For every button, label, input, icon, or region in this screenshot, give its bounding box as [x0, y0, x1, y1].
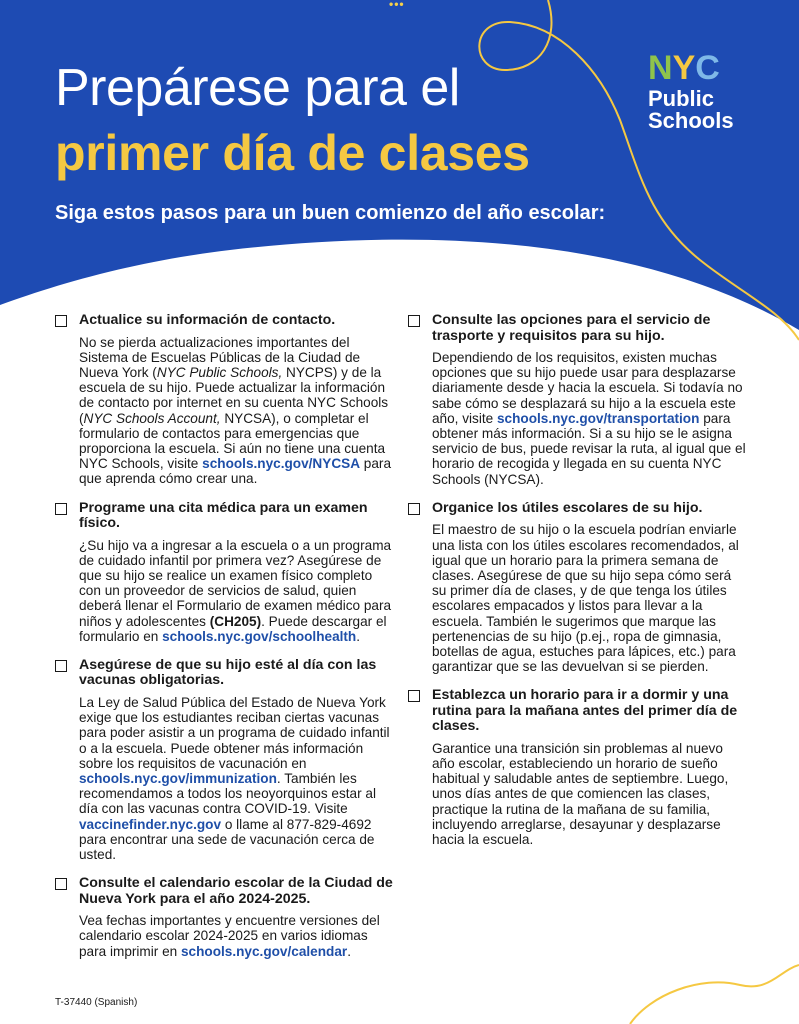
body-text: para que aprenda cómo crear una.: [79, 456, 391, 487]
page-title-line2: primer día de clases: [55, 125, 530, 181]
logo-schools: Schools: [648, 108, 734, 133]
web-link[interactable]: schools.nyc.gov/calendar: [180, 943, 348, 959]
checklist-item-title: Organice los útiles escolares de su hijo.: [432, 499, 703, 516]
checkbox-icon[interactable]: [408, 503, 420, 515]
checklist-item-title: Programe una cita médica para un examen físico.: [79, 499, 368, 532]
checklist-item-body: [79, 695, 393, 862]
checklist-item: [408, 313, 748, 487]
body-text: NYCSA), o completar el formulario de contactos para emergencias que proporciona la escuela. Si aún no tiene una cuenta NYC Schools, visite: [79, 410, 386, 472]
checkbox-icon[interactable]: [55, 315, 67, 327]
checklist-item-body: [432, 741, 748, 847]
bold-text: (CH205): [209, 613, 262, 629]
checklist-item-title: Asegúrese de que su hijo esté al día con las vacunas obligatorias.: [79, 656, 377, 689]
body-text: Vea fechas importantes y encuentre versiones del calendario escolar 2024-2025 en varios idiomas para imprimir en: [79, 913, 380, 959]
checkbox-icon[interactable]: [408, 690, 420, 702]
logo-public: Public: [648, 86, 715, 111]
body-text: NYCPS) y de la escuela de su hijo. Puede actualizar la información de contacto por internet en su cuenta NYC Schools (: [79, 364, 389, 426]
body-text: para obtener más información. Si a su hijo se le asigna servicio de bus, puede revisar la ruta, al igual que el horario de recogida y llegada en su cuenta NYC Schools (NYCSA).: [432, 410, 746, 487]
body-text: . Puede descargar el formulario en: [79, 613, 387, 644]
body-text: . También les recomendamos a todos los neoyorquinos estar al día con las vacunas contra COVID-19. Visite: [79, 770, 376, 817]
checklist-item-title: Consulte el calendario escolar de la Ciudad de Nueva York para el año 2024-2025.: [79, 875, 393, 907]
checkbox-icon[interactable]: [55, 503, 67, 515]
page-title-line1: Prepárese para el: [55, 59, 460, 117]
checklist-item-title: Actualice su información de contacto.: [79, 312, 336, 328]
logo-letter-n: N: [648, 49, 672, 87]
body-text: Dependiendo de los requisitos, existen muchas opciones que su hijo puede usar para desplazarse diariamente desde y hacia la escuela. Si todavía no sabe cómo se desplazará su hijo a la escuela este año, visite: [432, 350, 743, 426]
body-text: o llame al 877-829-4692 para encontrar una sede de vacunación cerca de usted.: [79, 816, 375, 862]
checklist-item-body: [432, 350, 748, 487]
italic-text: NYC Public Schools,: [156, 364, 283, 380]
right-column: [408, 313, 748, 861]
web-link[interactable]: vaccinefinder.nyc.gov: [79, 816, 222, 832]
web-link[interactable]: schools.nyc.gov/immunization: [79, 770, 277, 786]
body-text: ¿Su hijo va a ingresar a la escuela o a un programa de cuidado infantil por primera vez? Asegúrese de que su hijo se realice un examen físico completo con un proveedor de servicios de salud, quien deberá llenar el Formulario de examen médico para niños y adolescentes: [79, 537, 392, 629]
nyc-public-schools-logo: [648, 49, 758, 133]
checklist-item-body: [79, 538, 393, 644]
checklist-item-body: [432, 522, 748, 674]
body-text: .: [347, 943, 351, 959]
checkbox-icon[interactable]: [55, 660, 67, 672]
web-link[interactable]: schools.nyc.gov/transportation: [496, 410, 700, 426]
body-text: El maestro de su hijo o la escuela podrían enviarle una lista con los útiles escolares recomendados, al igual que un horario para la primera semana de clases. Asegúrese de que su hijo sepa cómo será su primer día de clases, y de que tenga los útiles escolares empacados y listos para llevar a la escuela. También le sugerimos que marque las pertenencias de su hijo (p.ej., ropa de gimnasia, botellas de agua, estuches para lápices, etc.) para garantizar que se las devuelvan si se pierden.: [432, 522, 739, 675]
logo-letter-y: Y: [672, 49, 695, 87]
logo-letter-c: C: [695, 49, 719, 87]
checklist-item: [55, 658, 393, 862]
checklist-item: [408, 688, 748, 847]
checklist-item-title: Consulte las opciones para el servicio de trasporte y requisitos para su hijo.: [432, 312, 711, 344]
body-text: La Ley de Salud Pública del Estado de Nueva York exige que los estudiantes reciban ciertas vacunas para poder asistir a un programa de cuidado infantil o a la escuela. Puede obtener más información sobre los requisitos de vacunación en: [79, 694, 390, 771]
checklist-item: [55, 501, 393, 644]
checklist-item-title: Establezca un horario para ir a dormir y una rutina para la mañana antes del primer día de clases.: [432, 687, 738, 735]
left-column: [55, 313, 393, 973]
page-subtitle: Siga estos pasos para un buen comienzo del año escolar:: [55, 202, 606, 224]
checklist-item-body: [79, 913, 393, 959]
web-link[interactable]: schools.nyc.gov/NYCSA: [202, 456, 361, 472]
checklist-item: [55, 313, 393, 487]
checkbox-icon[interactable]: [408, 315, 420, 327]
body-text: .: [356, 628, 361, 644]
web-link[interactable]: schools.nyc.gov/schoolhealth: [162, 628, 357, 644]
body-text: No se pierda actualizaciones importantes del Sistema de Escuelas Públicas de la Ciudad de Nueva York (: [79, 334, 361, 380]
checklist-item: [408, 501, 748, 675]
decorative-dots: •••: [389, 0, 405, 11]
nyc-logo-mark: [648, 49, 758, 87]
document-code: T-37440 (Spanish): [55, 997, 138, 1008]
checklist-item: [55, 876, 393, 959]
checklist-item-body: [79, 335, 393, 487]
italic-text: NYC Schools Account,: [83, 410, 221, 426]
checkbox-icon[interactable]: [55, 878, 67, 890]
body-text: Garantice una transición sin problemas al nuevo año escolar, estableciendo un horario de sueño habitual y saludable antes de septiembre. Luego, unos días antes de que comiencen las clases, practique la rutina de la mañana de su familia, incluyendo arreglarse, desayunar y desplazarse hacia la escuela.: [432, 740, 729, 848]
